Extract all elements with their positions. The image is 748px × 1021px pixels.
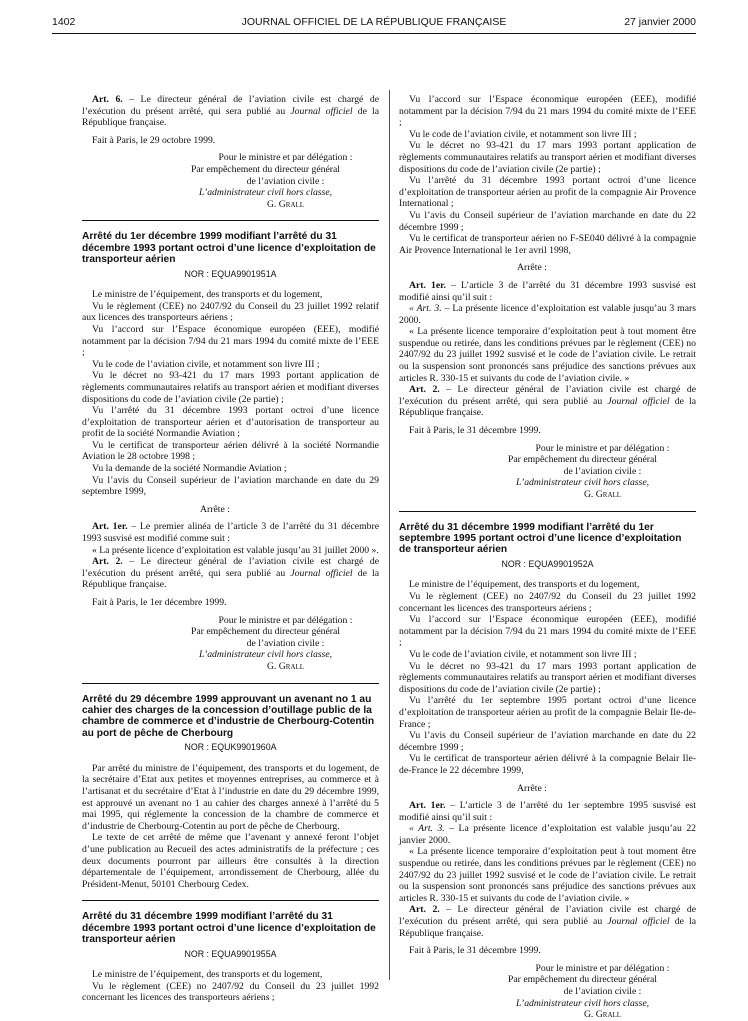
paragraph: Vu l’arrêté du 1er septembre 1995 portant octroi d’une licence d’exploitation de transporteur aérien au profit de la compagnie Belair Ile-de-France ;: [399, 695, 696, 730]
paragraph: Vu le décret no 93-421 du 17 mars 1993 portant application de règlements communautaires relatifs au transport aérien et modifiant diverses dispositions du code de l’aviation civile (2e partie) ;: [82, 370, 379, 405]
paragraph: Par arrêté du ministre de l’équipement, des transports et du logement, de la secrétaire d’Etat aux petites et moyennes entreprises, au commerce et à l’artisanat et du secrétaire d’Etat à l’industrie en date du 29 décembre 1999, est approuvé un avenant no 1 au cahier des charges annexé à l’arrêté du 5 mai 1995, qui réglemente la concession de la chambre de commerce et d’industrie de Cherbourg-Cotentin au port de pêche de Cherbourg.: [82, 762, 379, 832]
paragraph: « Art. 3. – La présente licence d’exploitation est valable jusqu’au 3 mars 2000.: [399, 303, 696, 326]
paragraph: Vu l’arrêté du 31 décembre 1993 portant octroi d’une licence d’exploitation de transporteur aérien et d’autorisation de transporteur au profit de la société Normandie Aviation ;: [82, 405, 379, 440]
signature-line: Par empêchement du directeur général: [190, 626, 340, 638]
signature-date: Fait à Paris, le 31 décembre 1999.: [409, 945, 541, 957]
article-paragraph: Art. 1er. – Le premier alinéa de l’article 3 de l’arrêté du 31 décembre 1993 susvisé est modifié comme suit :: [82, 521, 379, 545]
paragraph: Vu le décret no 93-421 du 17 mars 1993 portant application de règlements communautaires relatifs au transport aérien et modifiant diverses dispositions du code de l’aviation civile (2e partie) ;: [399, 660, 696, 695]
signature-line: de l’aviation civile :: [246, 175, 325, 187]
paragraph: Vu l’arrêté du 31 décembre 1993 portant octroi d’une licence d’exploitation de transporteur aérien au profit de la compagnie Air Provence International ;: [399, 175, 696, 210]
paragraph: « La présente licence temporaire d’exploitation peut à tout moment être suspendue ou retirée, dans les conditions prévues par le règlement (CEE) no 2407/92 du 23 juillet 1992 susvisé et le code de l’aviation civile. Le retrait ou la suspension sont prononcés sans préjudice des sanctions prévues aux articles R. 330-15 et suivants du code de l’aviation civile. »: [399, 846, 696, 904]
decree-title: Arrêté du 1er décembre 1999 modifiant l’arrêté du 31 décembre 1993 portant octroi d’une licence d’exploitation de transporteur aérien: [82, 231, 376, 266]
arrete-heading: Arrête :: [200, 503, 230, 515]
paragraph: Vu l’avis du Conseil supérieur de l’aviation marchande en date du 29 septembre 1999,: [82, 474, 379, 498]
nor-reference: NOR : EQUA9901952A: [501, 558, 594, 569]
signature-line: Par empêchement du directeur général: [507, 974, 657, 986]
nor-reference: NOR : EQUA9901951A: [184, 268, 277, 279]
signature-line: Pour le ministre et par délégation :: [535, 442, 670, 454]
page-header: [52, 16, 696, 34]
decree-title: Arrêté du 31 décembre 1999 modifiant l’arrêté du 1er septembre 1995 portant octroi d’une licence d’exploitation de transporteur aérien: [399, 521, 682, 556]
paragraph: Vu le certificat de transporteur aérien délivré à la compagnie Belair Ile-de-France le 22 décembre 1999,: [399, 753, 696, 776]
signature-line: Pour le ministre et par délégation :: [218, 152, 353, 164]
paragraph: Vu le règlement (CEE) no 2407/92 du Conseil du 23 juillet 1992 concernant les licences des transporteurs aériens ;: [399, 591, 696, 614]
paragraph: Vu le décret no 93-421 du 17 mars 1993 portant application de règlements communautaires relatifs au transport aérien et modifiant diverses dispositions du code de l’aviation civile (2e partie) ;: [399, 140, 696, 175]
signatory-name: G. Grall: [583, 1009, 622, 1021]
paragraph: Vu le certificat de transporteur aérien no F-SE040 délivré à la compagnie Air Provence International le 1er avril 1998,: [399, 233, 696, 256]
decree-title: Arrêté du 31 décembre 1999 modifiant l’arrêté du 31 décembre 1993 portant octroi d’une licence d’exploitation de transporteur aérien: [82, 911, 376, 946]
article-paragraph: Art. 2. – Le directeur général de l’aviation civile est chargé de l’exécution du présent arrêté, qui sera publié au Journal officiel de la République française.: [399, 904, 697, 939]
article-paragraph: Art. 1er. – L’article 3 de l’arrêté du 1er septembre 1995 susvisé est modifié ainsi qu’il suit :: [399, 800, 696, 823]
paragraph: Vu l’accord sur l’Espace économique européen (EEE), modifié notamment par la décision 7/94 du 21 mars 1994 du comité mixte de l’EEE ;: [399, 94, 696, 129]
paragraph: « La présente licence d’exploitation est valable jusqu’au 31 juillet 2000 ».: [92, 544, 379, 556]
signatory-name: G. Grall: [266, 660, 305, 672]
nor-reference: NOR : EQUK9901960A: [184, 742, 277, 753]
issue-date: 27 janvier 2000: [624, 16, 696, 28]
paragraph: Le ministre de l’équipement, des transports et du logement,: [92, 969, 323, 981]
section-rule: [399, 511, 696, 512]
arrete-heading: Arrête :: [517, 782, 547, 794]
left-column: [82, 94, 379, 1004]
paragraph: Vu le certificat de transporteur aérien délivré à la société Normandie Aviation le 28 octobre 1998 ;: [82, 439, 379, 463]
signature-line: de l’aviation civile :: [563, 465, 642, 477]
nor-reference: NOR : EQUA9901955A: [184, 948, 277, 959]
signature-date: Fait à Paris, le 29 octobre 1999.: [92, 134, 216, 146]
article-paragraph: Art. 2. – Le directeur général de l’aviation civile est chargé de l’exécution du présent arrêté, qui sera publié au Journal officiel de la République française.: [82, 556, 380, 591]
column-divider: [389, 90, 390, 980]
decree-title: Arrêté du 29 décembre 1999 approuvant un avenant no 1 au cahier des charges de la concession d’outillage public de la chambre de commerce et d’industrie de Cherbourg-Cotentin au port de pêche de Cherbourg: [82, 693, 375, 739]
signature-line: de l’aviation civile :: [563, 986, 642, 997]
paragraph: Vu le règlement (CEE) no 2407/92 du Conseil du 23 juillet 1992 relatif aux licences des transporteurs aériens ;: [82, 300, 379, 324]
paragraph: Vu le code de l’aviation civile, et notamment son livre III ;: [409, 648, 637, 660]
paragraph: « La présente licence temporaire d’exploitation peut à tout moment être suspendue ou retirée, dans les conditions prévues par le règlement (CEE) no 2407/92 du 23 juillet 1992 susvisé et le code de l’aviation civile. Le retrait ou la suspension sont prononcés sans préjudice des sanctions prévues aux articles R. 330-15 et suivants du code de l’aviation civile. »: [399, 326, 696, 384]
article-paragraph: Art. 6. – Le directeur général de l’aviation civile est chargé de l’exécution du présent arrêté, qui sera publié au Journal officiel de la République française.: [82, 94, 380, 129]
paragraph: Vu le règlement (CEE) no 2407/92 du Conseil du 23 juillet 1992 concernant les licences des transporteurs aériens ;: [82, 980, 379, 1004]
paragraph: Vu l’avis du Conseil supérieur de l’aviation marchande en date du 22 décembre 1999 ;: [399, 209, 696, 233]
signature-line: Par empêchement du directeur général: [190, 163, 340, 175]
paragraph: Vu le code de l’aviation civile, et notamment son livre III ;: [409, 128, 637, 140]
signatory-name: G. Grall: [583, 489, 622, 500]
signature-line: L’administrateur civil hors classe,: [198, 649, 333, 661]
paragraph: Vu l’avis du Conseil supérieur de l’aviation marchande en date du 22 décembre 1999 ;: [399, 730, 696, 753]
paragraph: Le ministre de l’équipement, des transports et du logement,: [92, 289, 323, 301]
article-paragraph: Art. 1er. – L’article 3 de l’arrêté du 31 décembre 1993 susvisé est modifié ainsi qu’il suit :: [399, 279, 696, 303]
paragraph: Vu la demande de la société Normandie Aviation ;: [92, 463, 287, 475]
article-paragraph: Art. 2. – Le directeur général de l’aviation civile est chargé de l’exécution du présent arrêté, qui sera publié au Journal officiel de la République française.: [399, 384, 697, 419]
signature-line: Pour le ministre et par délégation :: [535, 962, 670, 974]
signature-line: Pour le ministre et par délégation :: [218, 614, 353, 626]
paragraph: Vu l’accord sur l’Espace économique européen (EEE), modifié notamment par la décision 7/94 du 21 mars 1994 du comité mixte de l’EEE ;: [399, 614, 696, 649]
section-rule: [82, 900, 379, 901]
signature-line: de l’aviation civile :: [246, 637, 325, 649]
paragraph: Vu le code de l’aviation civile, et notamment son livre III ;: [92, 358, 320, 370]
journal-title: JOURNAL OFFICIEL DE LA RÉPUBLIQUE FRANÇAISE: [241, 16, 507, 28]
page-number: 1402: [52, 16, 76, 28]
paragraph: Vu l’accord sur l’Espace économique européen (EEE), modifié notamment par la décision 7/94 du 21 mars 1994 du comité mixte de l’EEE ;: [82, 323, 379, 359]
paragraph: « Art. 3. – La présente licence d’exploitation est valable jusqu’au 22 janvier 2000.: [399, 823, 697, 846]
right-column: [399, 94, 696, 1021]
paragraph: Le texte de cet arrêté de même que l’avenant y annexé feront l’objet d’une publication au Recueil des actes administratifs de la préfecture ; ces deux documents pourront par ailleurs être consultés à la direction départementale de l’équipement, arrondissement de Cherbourg, allée du Président-Menut, 50101 Cherbourg Cedex.: [82, 832, 379, 890]
signature-date: Fait à Paris, le 31 décembre 1999.: [409, 425, 541, 437]
signature-line: L’administrateur civil hors classe,: [198, 187, 333, 199]
signature-line: L’administrateur civil hors classe,: [515, 997, 650, 1009]
signature-line: Par empêchement du directeur général: [507, 454, 657, 466]
arrete-heading: Arrête :: [517, 262, 547, 274]
signature-date: Fait à Paris, le 1er décembre 1999.: [92, 597, 227, 608]
section-rule: [82, 683, 379, 684]
signature-line: L’administrateur civil hors classe,: [515, 477, 650, 489]
paragraph: Le ministre de l’équipement, des transports et du logement,: [409, 579, 640, 591]
section-rule: [82, 220, 379, 221]
signatory-name: G. Grall: [266, 198, 305, 210]
header-rule: [52, 33, 696, 34]
